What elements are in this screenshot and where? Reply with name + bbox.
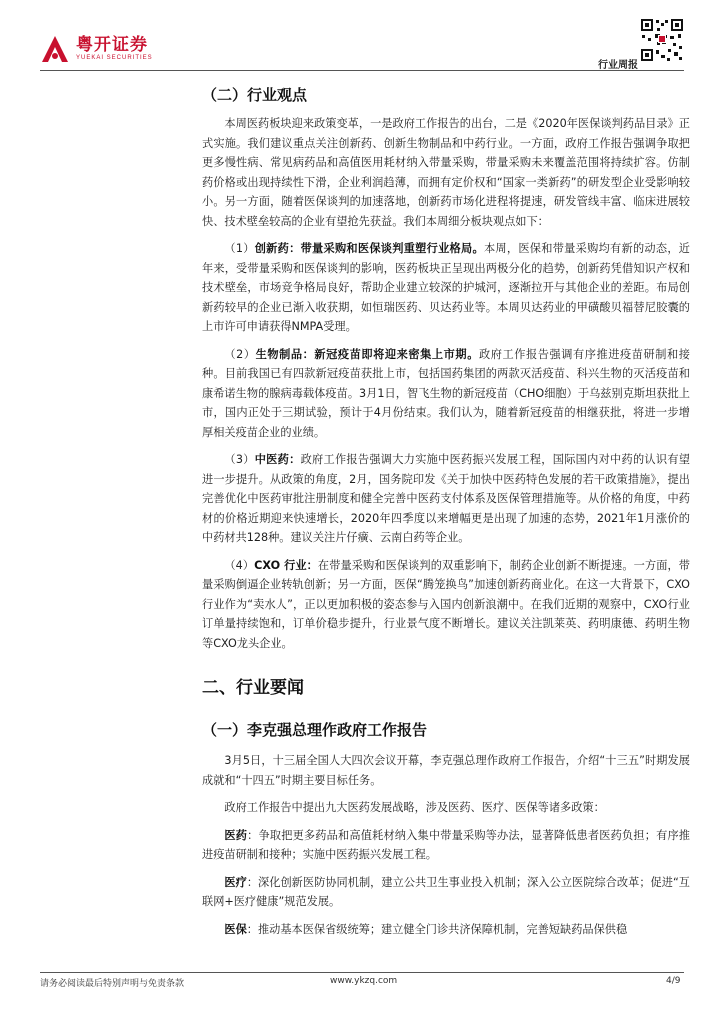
- policy-body: ：争取把更多药品和高值耗材纳入集中带量采购等办法，显著降低患者医药负担；有序推进疫苗研制和接种；实施中医药振兴发展工程。: [202, 828, 690, 861]
- item-number: （2）: [224, 347, 256, 361]
- policy-paragraph-insurance: [202, 920, 690, 940]
- footer-disclaimer: 请务必阅读最后特别声明与免责条款: [40, 979, 185, 989]
- logo-emblem-icon: [40, 34, 70, 64]
- header-divider: [40, 70, 684, 71]
- item-body: 本周，医保和带量采购均有新的动态，近年来，受带量采购和医保谈判的影响，医药板块正呈现出两极分化的趋势，创新药凭借知识产权和技术壁垒，市场竞争格局良好，帮助企业建立较深的护城河，逐渐拉开与其他企业的差距。布局创新药较早的企业已渐入收获期，如恒瑞医药、贝达药业等。本周贝达药业的甲磺酸贝福替尼胶囊的上市许可申请获得NMPA受理。: [202, 242, 690, 333]
- policy-paragraph-healthcare: [202, 873, 690, 912]
- policy-lead: 医保: [224, 922, 247, 936]
- footer-website: www.ykzq.com: [330, 976, 398, 986]
- policy-paragraph-medicine: [202, 826, 690, 865]
- qr-code-icon: [640, 18, 684, 62]
- item-body: 政府工作报告强调有序推进疫苗研制和接种。目前我国已有四款新冠疫苗获批上市，包括国药集团的两款灭活疫苗、科兴生物的灭活疫苗和康希诺生物的腺病毒载体疫苗。3月1日，智飞生物的新冠疫苗（CHO细胞）于乌兹别克斯坦获批上市，国内正处于三期试验，预计于4月份结束。我们认为，随着新冠疫苗的相继获批，将进一步增厚相关疫苗企业的业绩。: [202, 347, 690, 439]
- main-content: [202, 84, 690, 939]
- view-paragraph-cxo: [202, 556, 690, 654]
- company-name-cn: 粤开证券: [76, 35, 148, 55]
- item-lead: 生物制品：新冠疫苗即将迎来密集上市期。: [255, 347, 479, 361]
- item-lead: CXO 行业：: [254, 558, 318, 572]
- news-paragraph: 政府工作报告中提出九大医药发展战略，涉及医药、医疗、医保等诸多政策：: [224, 801, 605, 814]
- item-lead: 中医药：: [254, 453, 301, 466]
- section-view-title: （二）行业观点: [202, 86, 308, 104]
- item-number: （3）: [224, 453, 255, 466]
- policy-body: ：推动基本医保省级统筹；建立健全门诊共济保障机制，完善短缺药品保供稳: [246, 922, 628, 936]
- news-paragraph: 3月5日，十三届全国人大四次会议开幕，李克强总理作政府工作报告，介绍“十三五”时期发展成就和“十四五”时期主要目标任务。: [202, 754, 690, 787]
- item-number: （4）: [224, 558, 255, 572]
- footer-divider: [40, 972, 684, 973]
- company-logo: [40, 34, 153, 64]
- view-paragraph-tcm: [202, 450, 690, 548]
- item-lead: 创新药：带量采购和医保谈判重塑行业格局。: [254, 242, 484, 255]
- section-news-title: 二、行业要闻: [202, 678, 304, 698]
- item-number: （1）: [224, 242, 255, 255]
- item-body: 在带量采购和医保谈判的双重影响下，制药企业创新不断提速。一方面，带量采购倒逼企业转轨创新；另一方面，医保“腾笼换鸟”加速创新药商业化。在这一大背景下，CXO行业作为“卖水人”，正以更加积极的姿态参与入国内创新浪潮中。在我们近期的观察中，CXO行业订单量持续饱和，订单价稳步提升，行业景气度不断增长。建议关注凯莱英、药明康德、药明生物等CXO龙头企业。: [202, 558, 690, 650]
- company-name-en: YUEKAI SECURITIES: [76, 55, 153, 61]
- page-number: 4/9: [666, 976, 681, 986]
- view-paragraph-innovative-drugs: [202, 239, 690, 337]
- subsection-news-title: （一）李克强总理作政府工作报告: [202, 721, 428, 739]
- page-header: [0, 0, 724, 80]
- view-paragraph-biologics: [202, 345, 690, 443]
- intro-paragraph: 本周医药板块迎来政策变革，一是政府工作报告的出台，二是《2020年医保谈判药品目录》正式实施。我们建议重点关注创新药、创新生物制品和中药行业。一方面，政府工作报告强调争取把更多慢性病、常见病药品和高值医用耗材纳入带量采购，带量采购未来覆盖范围将持续扩容。仿制药价格或出现持续性下滑，企业利润趋薄，而拥有定价权和“国家一类新药”的研发型企业受影响较小。另一方面，随着医保谈判的加速落地，创新药市场化进程将提速，研发管线丰富、临床进展较快、技术壁垒较高的企业有望抢先获益。我们本周细分板块观点如下：: [202, 117, 690, 228]
- policy-lead: 医药: [224, 828, 248, 842]
- report-type-label: 行业周报: [598, 60, 638, 71]
- policy-lead: 医疗: [224, 875, 247, 889]
- item-body: 政府工作报告强调大力实施中医药振兴发展工程，国际国内对中药的认识有望进一步提升。从政策的角度，2月，国务院印发《关于加快中医药特色发展的若干政策措施》，提出完善优化中医药审批注册制度和健全完善中医药支付体系及医保管理措施等。从价格的角度，中药材的价格近期迎来快速增长，2020年四季度以来增幅更是出现了加速的态势，2021年1月涨价的中药材共128种。建议关注片仔癀、云南白药等企业。: [202, 453, 690, 544]
- policy-body: ：深化创新医防协同机制，建立公共卫生事业投入机制；深入公立医院综合改革；促进“互联网+医疗健康”规范发展。: [202, 875, 690, 908]
